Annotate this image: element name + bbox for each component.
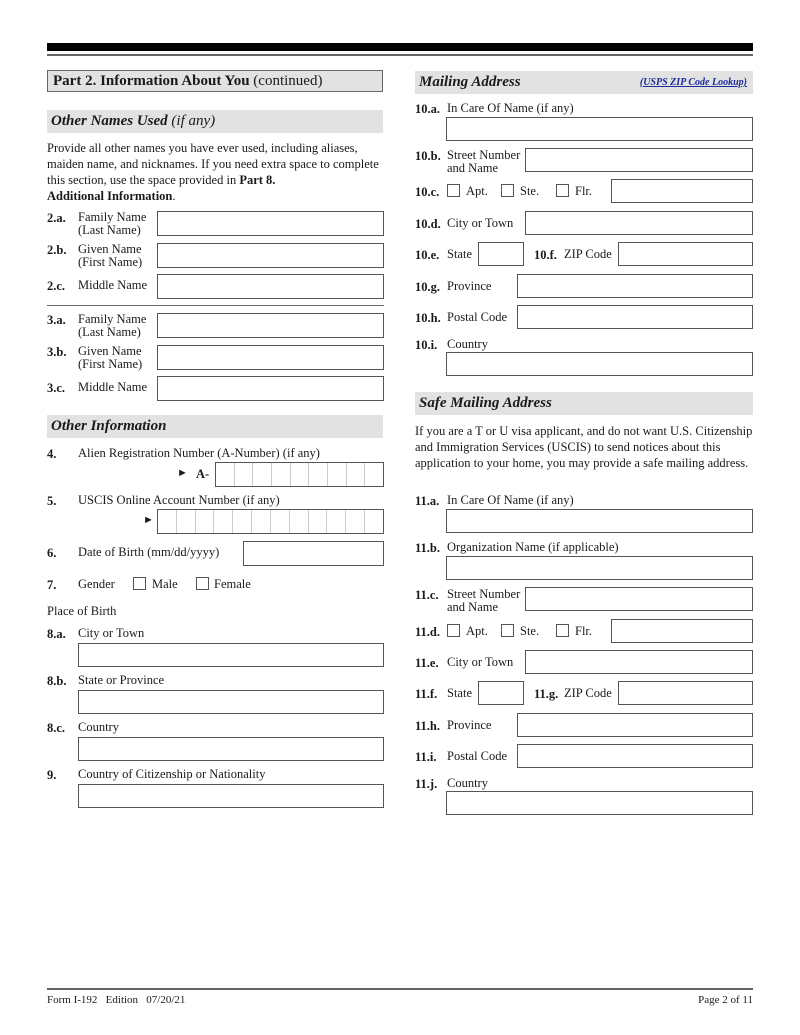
item-number: 2.c. [47,279,66,293]
safe-state-input[interactable] [478,681,524,705]
field-label: Province [447,279,492,293]
field-label: City or Town [78,626,145,640]
field-label: Organization Name (if applicable) [447,540,619,554]
field-label: Postal Code [447,310,508,324]
label-line2: (First Name) [78,357,143,371]
digit-cell [235,463,254,486]
instructions-bold-part: Part 8. [239,173,276,187]
field-label [447,149,520,175]
label-line1: Family Name [78,312,147,326]
mailing-zip-input[interactable] [618,242,753,266]
digit-cell [327,510,346,533]
field-label: Alien Registration Number (A-Number) (if any) [78,446,320,460]
divider [47,305,384,306]
label-line1: Given Name [78,344,142,358]
safe-street-input[interactable] [525,587,753,611]
digit-cell [290,510,309,533]
item-number: 9. [47,768,57,782]
label-line1: Given Name [78,242,142,256]
field-label: Gender [78,577,115,591]
section-title-suffix: (if any) [167,113,216,129]
usps-zip-lookup-link[interactable]: (USPS ZIP Code Lookup) [639,77,747,88]
item-number: 10.g. [415,280,440,294]
gender-male-label: Male [152,577,178,591]
mailing-state-input[interactable] [478,242,524,266]
digit-cell [253,463,272,486]
item-number: 6. [47,546,57,560]
digit-cell [365,510,383,533]
place-of-birth-heading: Place of Birth [47,604,117,618]
safe-unit-number-input[interactable] [611,619,753,643]
part-title-suffix: (continued) [249,73,323,89]
digit-cell [233,510,252,533]
mailing-ste-checkbox[interactable] [501,184,514,197]
flr-label: Flr. [575,624,593,638]
field-label [78,313,146,339]
item-number: 10.a. [415,102,440,116]
label-line1: Street Number [447,587,521,601]
field-label [78,345,142,371]
digit-cell [196,510,215,533]
safe-ste-checkbox[interactable] [501,624,514,637]
section-title: Other Names Used [51,113,168,129]
digit-cell [309,463,328,486]
item-number: 10.h. [415,311,441,325]
page-number: Page 2 of 11 [698,994,753,1006]
item-number: 11.a. [415,494,440,508]
item-number: 11.j. [415,777,438,791]
field-label: Date of Birth (mm/dd/yyyy) [78,545,220,559]
safe-postal-code-input[interactable] [517,744,753,768]
label-line1: Family Name [78,210,147,224]
item-number: 10.f. [534,248,557,262]
a-number-prefix: A- [196,467,210,481]
mailing-postal-code-input[interactable] [517,305,753,329]
mailing-unit-number-input[interactable] [611,179,753,203]
safe-flr-checkbox[interactable] [556,624,569,637]
field-label [78,211,146,237]
item-number: 10.d. [415,217,441,231]
birth-country-input[interactable] [78,737,384,761]
item-number: 5. [47,494,57,508]
a-number-input[interactable] [215,462,384,487]
digit-cell [272,463,291,486]
digit-cell [216,463,235,486]
instructions-bold-additional: Additional Information [47,189,173,203]
field-label: ZIP Code [564,686,612,700]
item-number: 8.a. [47,627,66,641]
digit-cell [346,510,365,533]
item-number: 11.d. [415,625,441,639]
gender-female-label: Female [214,577,251,591]
field-label: Middle Name [78,380,148,394]
field-label: Country [447,337,488,351]
field-label: Country of Citizenship or Nationality [78,767,266,781]
item-number: 8.b. [47,674,67,688]
middle-name-3c-input[interactable] [157,376,384,401]
label-line2: (Last Name) [78,325,141,339]
digit-cell [347,463,366,486]
family-name-2a-input[interactable] [157,211,384,236]
safe-apt-checkbox[interactable] [447,624,460,637]
instructions-end: . [172,189,176,203]
section-other-information: Other Information [47,415,383,438]
given-name-2b-input[interactable] [157,243,384,268]
section-title: Mailing Address [419,74,521,90]
field-label: USCIS Online Account Number (if any) [78,493,280,507]
safe-mailing-instructions: If you are a T or U visa applicant, and do not want U.S. Citizenship and Immigration Services (USCIS) to send notices about this application to your home, you may provide a safe mailing address. [415,424,753,470]
mailing-apt-checkbox[interactable] [447,184,460,197]
mailing-city-input[interactable] [525,211,753,235]
safe-in-care-of-input[interactable] [446,509,753,533]
field-label: State [447,247,472,261]
apt-label: Apt. [466,184,488,198]
item-number: 11.g. [534,687,559,701]
item-number: 3.b. [47,345,67,359]
label-line2: and Name [447,161,499,175]
field-label: ZIP Code [564,247,612,261]
item-number: 11.c. [415,588,439,602]
item-number: 10.c. [415,185,440,199]
label-line2: and Name [447,600,499,614]
label-line2: (First Name) [78,255,143,269]
item-number: 3.a. [47,313,66,327]
field-label: Province [447,718,492,732]
ste-label: Ste. [520,184,540,198]
safe-city-input[interactable] [525,650,753,674]
field-label: State [447,686,472,700]
citizenship-country-input[interactable] [78,784,384,808]
field-label [78,243,142,269]
item-number: 11.f. [415,687,438,701]
birth-state-input[interactable] [78,690,384,714]
field-label: State or Province [78,673,165,687]
field-label: City or Town [447,216,514,230]
part-title [47,70,383,92]
digit-cell [158,510,177,533]
item-number: 3.c. [47,381,66,395]
footer-rule [47,988,753,990]
mailing-in-care-of-input[interactable] [446,117,753,141]
flr-label: Flr. [575,184,593,198]
birth-city-input[interactable] [78,643,384,667]
item-number: 11.b. [415,541,441,555]
safe-organization-input[interactable] [446,556,753,580]
label-line2: (Last Name) [78,223,141,237]
field-label: In Care Of Name (if any) [447,101,574,115]
digit-cell [309,510,328,533]
mailing-country-input[interactable] [446,352,753,376]
item-number: 2.a. [47,211,66,225]
middle-name-2c-input[interactable] [157,274,384,299]
digit-cell [177,510,196,533]
section-other-names [47,110,383,133]
header-thick-rule [47,43,753,51]
item-number: 11.e. [415,656,439,670]
form-edition: Form I-192 Edition 07/20/21 [47,994,186,1006]
safe-country-input[interactable] [446,791,753,815]
field-label: Country [447,776,488,790]
section-mailing-address [415,71,753,94]
item-number: 11.i. [415,750,437,764]
item-number: 2.b. [47,243,67,257]
item-number: 11.h. [415,719,441,733]
digit-cell [252,510,271,533]
field-label [447,588,520,614]
digit-cell [328,463,347,486]
item-number: 8.c. [47,721,66,735]
digit-cell [291,463,310,486]
field-label: Middle Name [78,278,148,292]
ste-label: Ste. [520,624,540,638]
arrow-right-icon: ► [177,467,188,479]
digit-cell [365,463,383,486]
arrow-right-icon: ► [143,514,154,526]
given-name-3b-input[interactable] [157,345,384,370]
item-number: 10.i. [415,338,438,352]
instructions-text: Provide all other names you have ever used, including aliases, maiden name, and nicknames. If you need extra space to complete this section, use the space provided in [47,141,379,187]
field-label: In Care Of Name (if any) [447,493,574,507]
item-number: 10.b. [415,149,441,163]
item-number: 7. [47,578,57,592]
uscis-account-number-input[interactable] [157,509,384,534]
field-label: Country [78,720,119,734]
part-title-bold: Part 2. Information About You [53,73,250,89]
mailing-street-input[interactable] [525,148,753,172]
item-number: 4. [47,447,57,461]
digit-cell [271,510,290,533]
safe-province-input[interactable] [517,713,753,737]
safe-zip-input[interactable] [618,681,753,705]
mailing-flr-checkbox[interactable] [556,184,569,197]
mailing-province-input[interactable] [517,274,753,298]
family-name-3a-input[interactable] [157,313,384,338]
gender-male-checkbox[interactable] [133,577,146,590]
label-line1: Street Number [447,148,521,162]
other-names-instructions [47,140,383,204]
digit-cell [214,510,233,533]
header-thin-rule [47,54,753,56]
date-of-birth-input[interactable] [243,541,384,566]
gender-female-checkbox[interactable] [196,577,209,590]
apt-label: Apt. [466,624,488,638]
section-safe-mailing-address: Safe Mailing Address [415,392,753,415]
field-label: Postal Code [447,749,508,763]
item-number: 10.e. [415,248,440,262]
field-label: City or Town [447,655,514,669]
